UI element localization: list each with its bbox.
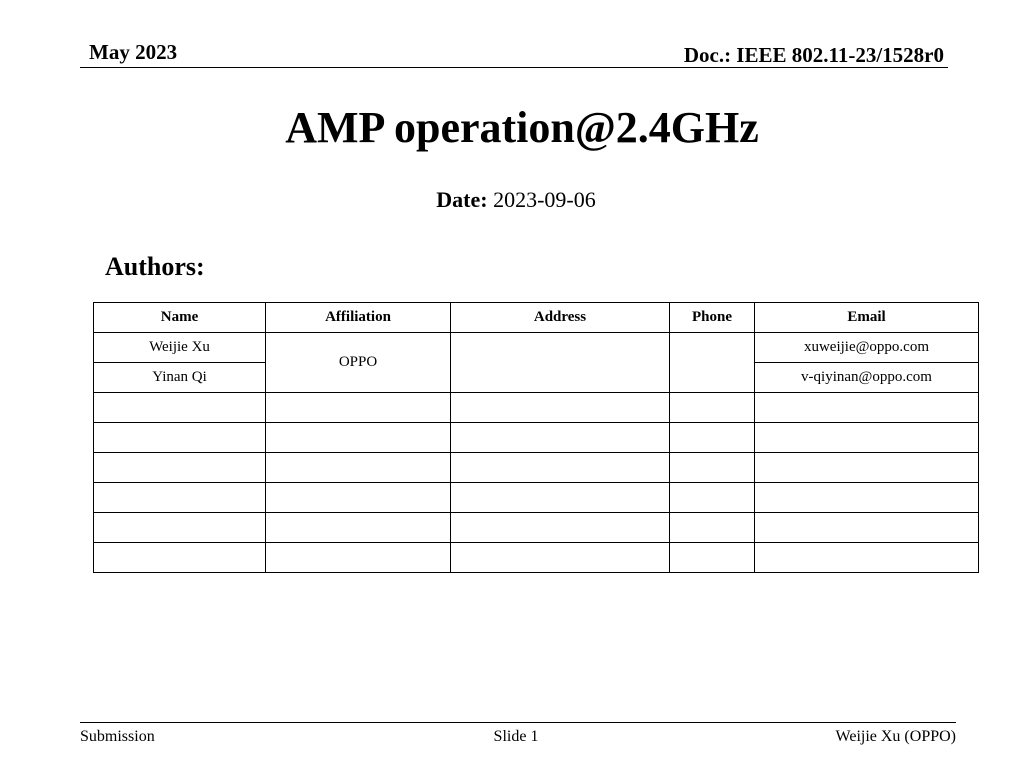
footer-slide-number: Slide 1 [493, 728, 539, 745]
author-email: v-qiyinan@oppo.com [755, 363, 979, 393]
empty-cell [451, 453, 670, 483]
empty-cell [94, 513, 266, 543]
empty-cell [670, 483, 755, 513]
empty-cell [266, 393, 451, 423]
empty-cell [266, 453, 451, 483]
author-name: Yinan Qi [94, 363, 266, 393]
footer-author: Weijie Xu (OPPO) [835, 728, 956, 745]
empty-cell [451, 513, 670, 543]
date-value: 2023-09-06 [493, 187, 596, 212]
author-name: Weijie Xu [94, 333, 266, 363]
empty-cell [451, 393, 670, 423]
empty-cell [94, 453, 266, 483]
header-email: Email [755, 303, 979, 333]
empty-cell [266, 423, 451, 453]
author-address [451, 333, 670, 393]
header-divider [80, 67, 948, 68]
empty-cell [755, 423, 979, 453]
table-header-row [94, 303, 979, 333]
empty-cell [670, 543, 755, 573]
empty-cell [670, 453, 755, 483]
date-line [0, 187, 1024, 213]
table-row-empty [94, 453, 979, 483]
slide-title: AMP operation@2.4GHz [285, 103, 759, 152]
empty-cell [451, 543, 670, 573]
footer-divider [80, 722, 956, 723]
empty-cell [94, 423, 266, 453]
empty-cell [670, 423, 755, 453]
table-row-empty [94, 483, 979, 513]
header-phone: Phone [670, 303, 755, 333]
empty-cell [94, 393, 266, 423]
footer-submission: Submission [80, 728, 155, 745]
authors-table [93, 302, 979, 573]
empty-cell [451, 423, 670, 453]
header-affiliation: Affiliation [266, 303, 451, 333]
table-row-empty [94, 513, 979, 543]
author-affiliation: OPPO [266, 333, 451, 393]
header-doc-id: Doc.: IEEE 802.11-23/1528r0 [683, 43, 944, 67]
empty-cell [94, 543, 266, 573]
empty-cell [266, 543, 451, 573]
authors-heading: Authors: [105, 252, 205, 281]
empty-cell [266, 483, 451, 513]
table-row-empty [94, 393, 979, 423]
empty-cell [94, 483, 266, 513]
header-name: Name [94, 303, 266, 333]
empty-cell [451, 483, 670, 513]
empty-cell [670, 513, 755, 543]
table-row-empty [94, 543, 979, 573]
author-email: xuweijie@oppo.com [755, 333, 979, 363]
header-address: Address [451, 303, 670, 333]
empty-cell [755, 453, 979, 483]
empty-cell [755, 543, 979, 573]
table-row-empty [94, 423, 979, 453]
empty-cell [755, 513, 979, 543]
date-label: Date: [436, 187, 488, 212]
empty-cell [670, 393, 755, 423]
header-date: May 2023 [89, 40, 178, 64]
empty-cell [755, 393, 979, 423]
empty-cell [266, 513, 451, 543]
author-phone [670, 333, 755, 393]
empty-cell [755, 483, 979, 513]
table-row [94, 333, 979, 363]
